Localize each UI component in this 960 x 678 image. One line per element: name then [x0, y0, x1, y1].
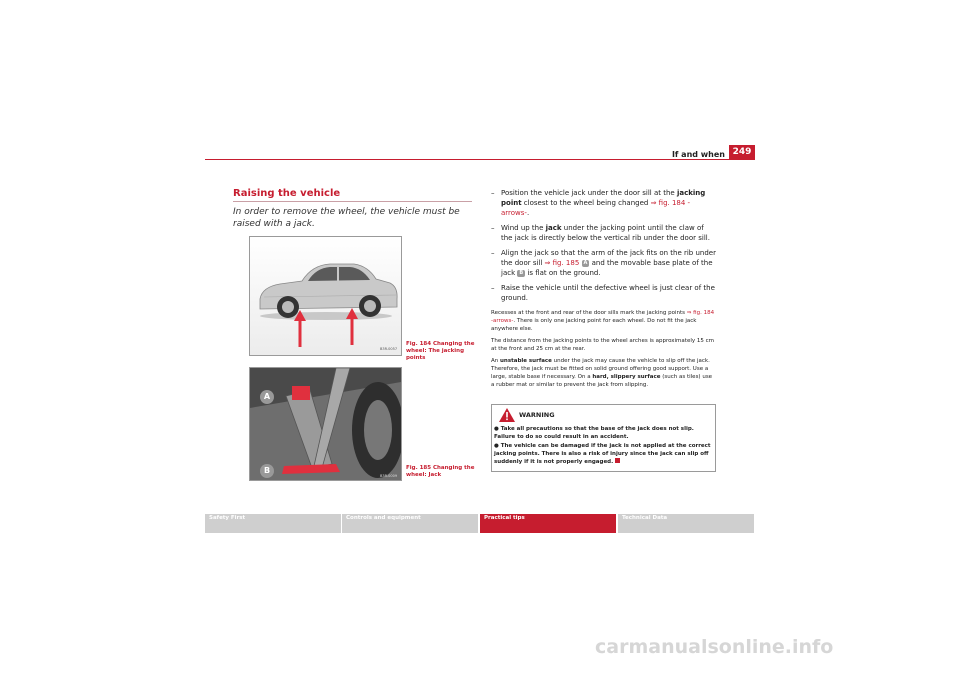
- figure-185-caption: Fig. 185 Changing the wheel: Jack: [406, 465, 475, 478]
- tab-practical-tips[interactable]: Practical tips: [480, 514, 616, 533]
- figure-link[interactable]: ⇒ fig. 185: [544, 259, 580, 267]
- section-rule: [233, 201, 472, 202]
- section-end-icon: [615, 458, 620, 463]
- badge-b: B: [519, 270, 524, 276]
- note-1: Recesses at the front and rear of the door sills mark the jacking points ⇒ fig. 184 -arrows-. There is only one jacking point for each wheel. Do not fit the jack anywhere else.: [491, 310, 715, 332]
- figure-link[interactable]: ⇒ fig. 184 -arrows-: [491, 310, 715, 324]
- step-4: – Raise the vehicle until the defective wheel is just clear of the ground.: [491, 284, 715, 302]
- jack-illustration: [250, 368, 401, 480]
- callout-b: B: [260, 464, 274, 478]
- figure-184-jacking-points: [249, 236, 402, 356]
- step-3: – Align the jack so that the arm of the jack fits on the rib under the door sill ⇒ fig. 185 A and the movable base plate of the jack B is flat on the ground.: [491, 249, 716, 277]
- warning-item: ● The vehicle can be damaged if the jack is not applied at the correct jacking points. There is also a risk of injury since the jack can slip off suddenly if it is not properly engaged.: [494, 443, 711, 465]
- bullet-icon: ●: [494, 443, 499, 449]
- warning-item: ● Take all precautions so that the base of the jack does not slip. Failure to do so could result in an accident.: [494, 426, 694, 440]
- warning-label: WARNING: [519, 411, 555, 419]
- figure-link[interactable]: ⇒ fig. 184 -arrows-: [501, 199, 691, 217]
- watermark: carmanualsonline.info: [595, 636, 834, 658]
- arrow-icon: [250, 237, 401, 355]
- warning-triangle-icon: [499, 408, 515, 422]
- figure-code: B3R-0009: [380, 474, 398, 478]
- section-title: Raising the vehicle: [233, 188, 341, 199]
- tab-technical-data[interactable]: Technical Data: [618, 514, 754, 533]
- note-2: The distance from the jacking points to the wheel arches is approximately 15 cm at the front and 25 cm at the rear.: [491, 338, 714, 352]
- step-dash: –: [491, 224, 495, 232]
- note-3: An unstable surface under the jack may cause the vehicle to slip off the jack. Therefore, the jack must be fitted on solid ground offering good support. Use a large, stable base if necessary. On a hard, slippery surface (such as tiles) use a rubber mat or similar to prevent the jack from slipping.: [491, 358, 713, 388]
- header-rule: [205, 159, 754, 160]
- step-dash: –: [491, 284, 495, 292]
- figure-184-caption: Fig. 184 Changing the wheel: The jacking points: [406, 341, 475, 361]
- tab-controls-and-equipment[interactable]: Controls and equipment: [342, 514, 478, 533]
- bullet-icon: ●: [494, 426, 499, 432]
- figure-code: B3R-0057: [380, 347, 398, 351]
- step-list: [491, 188, 717, 308]
- step-dash: –: [491, 249, 495, 257]
- warning-header: [492, 405, 715, 422]
- running-header-title: If and when: [671, 150, 725, 159]
- callout-a: A: [260, 390, 274, 404]
- warning-body: [494, 425, 712, 467]
- warning-box: [491, 404, 716, 472]
- step-1: – Position the vehicle jack under the door sill at the jacking point closest to the wheel being changed ⇒ fig. 184 -arrows-.: [491, 189, 706, 217]
- page-number: 249: [729, 145, 755, 160]
- figure-185-jack: [249, 367, 402, 481]
- step-2: – Wind up the jack under the jacking point until the claw of the jack is directly below the vertical rib under the door sill.: [491, 224, 710, 242]
- badge-a: A: [583, 260, 588, 266]
- step-dash: –: [491, 189, 495, 197]
- notes: [491, 309, 717, 393]
- section-intro: In order to remove the wheel, the vehicle must be raised with a jack.: [233, 207, 460, 229]
- tab-safety-first[interactable]: Safety First: [205, 514, 341, 533]
